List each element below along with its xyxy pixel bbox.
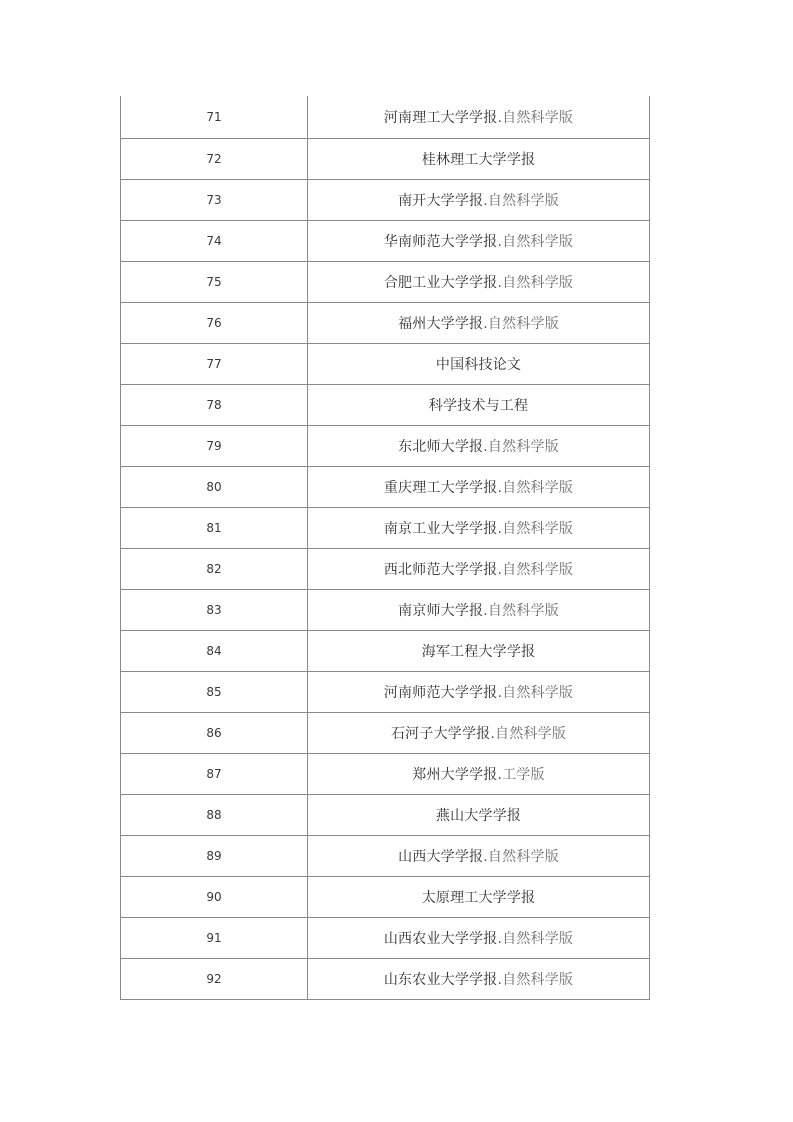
row-index-cell: 74 — [121, 220, 308, 261]
journal-edition: 自然科学版 — [487, 438, 559, 455]
journal-title: 东北师大学报 — [398, 438, 484, 455]
table-row — [121, 179, 650, 220]
journal-name-cell — [308, 343, 650, 384]
row-index-cell: 80 — [121, 466, 308, 507]
journal-title-separator: . — [497, 971, 503, 988]
table-row — [121, 630, 650, 671]
table-row — [121, 507, 650, 548]
row-index-cell: 88 — [121, 794, 308, 835]
journal-edition: 自然科学版 — [502, 274, 574, 291]
table-row — [121, 302, 650, 343]
journal-name-cell — [308, 917, 650, 958]
row-index-cell: 87 — [121, 753, 308, 794]
journal-name-cell — [308, 466, 650, 507]
journal-title: 重庆理工大学学报 — [383, 479, 498, 496]
journal-title-separator: . — [497, 109, 503, 126]
row-index-cell: 71 — [121, 96, 308, 138]
journal-name-cell — [308, 302, 650, 343]
journal-title: 南开大学学报 — [398, 192, 484, 209]
table-row — [121, 671, 650, 712]
table-row — [121, 425, 650, 466]
journal-title: 河南理工大学学报 — [383, 109, 498, 126]
journal-title-separator: . — [497, 274, 503, 291]
table-row — [121, 712, 650, 753]
journal-title-separator: . — [497, 684, 503, 701]
journal-title-separator: . — [497, 766, 503, 783]
table-row — [121, 220, 650, 261]
table-row — [121, 261, 650, 302]
journal-edition: 自然科学版 — [502, 479, 574, 496]
journal-edition: 自然科学版 — [495, 725, 567, 742]
journal-edition: 自然科学版 — [502, 520, 574, 537]
table-row — [121, 343, 650, 384]
journal-name-cell — [308, 179, 650, 220]
table-row — [121, 548, 650, 589]
journal-name-cell — [308, 712, 650, 753]
journal-name-cell — [308, 384, 650, 425]
journal-edition: 自然科学版 — [502, 109, 574, 126]
row-index-cell: 86 — [121, 712, 308, 753]
journal-title-separator: . — [497, 233, 503, 250]
table-row — [121, 917, 650, 958]
row-index-cell: 73 — [121, 179, 308, 220]
journal-title: 山西农业大学学报 — [383, 930, 498, 947]
journal-name-cell — [308, 671, 650, 712]
journal-title: 西北师范大学学报 — [383, 561, 498, 578]
row-index-cell: 78 — [121, 384, 308, 425]
journal-name-cell — [308, 507, 650, 548]
journal-title-separator: . — [497, 520, 503, 537]
journal-edition: 自然科学版 — [502, 971, 574, 988]
row-index-cell: 84 — [121, 630, 308, 671]
journal-title: 福州大学学报 — [398, 315, 484, 332]
journal-title: 南京师大学报 — [398, 602, 484, 619]
row-index-cell: 79 — [121, 425, 308, 466]
journal-name-cell — [308, 220, 650, 261]
table-row — [121, 958, 650, 999]
table-row — [121, 589, 650, 630]
journal-edition: 自然科学版 — [487, 315, 559, 332]
journal-title: 石河子大学学报 — [390, 725, 491, 742]
journal-title: 太原理工大学学报 — [421, 889, 536, 906]
journal-name-cell — [308, 876, 650, 917]
journal-title-separator: . — [483, 438, 488, 455]
table-row — [121, 753, 650, 794]
journal-title: 海军工程大学学报 — [421, 643, 536, 660]
journal-name-cell — [308, 630, 650, 671]
journal-edition: 自然科学版 — [502, 930, 574, 947]
row-index-cell: 76 — [121, 302, 308, 343]
table-row — [121, 835, 650, 876]
journal-name-cell — [308, 958, 650, 999]
row-index-cell: 89 — [121, 835, 308, 876]
table-row — [121, 466, 650, 507]
journal-name-cell — [308, 425, 650, 466]
journal-title: 中国科技论文 — [435, 356, 522, 373]
journal-title-separator: . — [497, 561, 503, 578]
journal-title: 华南师范大学学报 — [383, 233, 498, 250]
table-row — [121, 794, 650, 835]
row-index-cell: 90 — [121, 876, 308, 917]
row-index-cell: 72 — [121, 138, 308, 179]
journal-name-cell — [308, 794, 650, 835]
journal-title: 科学技术与工程 — [428, 397, 529, 414]
row-index-cell: 77 — [121, 343, 308, 384]
journal-edition: 自然科学版 — [487, 192, 559, 209]
table-row — [121, 138, 650, 179]
journal-list-table — [120, 96, 650, 1000]
journal-title: 合肥工业大学学报 — [383, 274, 498, 291]
journal-edition: 自然科学版 — [502, 561, 574, 578]
journal-name-cell — [308, 548, 650, 589]
journal-title: 河南师范大学学报 — [383, 684, 498, 701]
journal-edition: 工学版 — [502, 766, 545, 783]
journal-name-cell — [308, 96, 650, 138]
row-index-cell: 82 — [121, 548, 308, 589]
row-index-cell: 91 — [121, 917, 308, 958]
journal-title-separator: . — [483, 192, 488, 209]
row-index-cell: 85 — [121, 671, 308, 712]
row-index-cell: 83 — [121, 589, 308, 630]
journal-title-separator: . — [483, 315, 488, 332]
journal-title: 山东农业大学学报 — [383, 971, 498, 988]
journal-title: 燕山大学学报 — [435, 807, 522, 824]
table-row — [121, 96, 650, 138]
journal-title-separator: . — [483, 602, 488, 619]
journal-edition: 自然科学版 — [487, 602, 559, 619]
journal-title: 桂林理工大学学报 — [421, 151, 536, 168]
row-index-cell: 75 — [121, 261, 308, 302]
journal-name-cell — [308, 835, 650, 876]
journal-edition: 自然科学版 — [487, 848, 559, 865]
row-index-cell: 92 — [121, 958, 308, 999]
journal-name-cell — [308, 753, 650, 794]
journal-title-separator: . — [483, 848, 488, 865]
table-row — [121, 384, 650, 425]
journal-name-cell — [308, 261, 650, 302]
journal-name-cell — [308, 589, 650, 630]
journal-title-separator: . — [497, 479, 503, 496]
table-row — [121, 876, 650, 917]
journal-title: 山西大学学报 — [398, 848, 484, 865]
journal-edition: 自然科学版 — [502, 684, 574, 701]
journal-name-cell — [308, 138, 650, 179]
journal-title-separator: . — [490, 725, 496, 742]
row-index-cell: 81 — [121, 507, 308, 548]
journal-table-body — [121, 96, 650, 999]
journal-title: 郑州大学学报 — [412, 766, 498, 783]
journal-edition: 自然科学版 — [502, 233, 574, 250]
journal-title: 南京工业大学学报 — [383, 520, 498, 537]
journal-title-separator: . — [497, 930, 503, 947]
